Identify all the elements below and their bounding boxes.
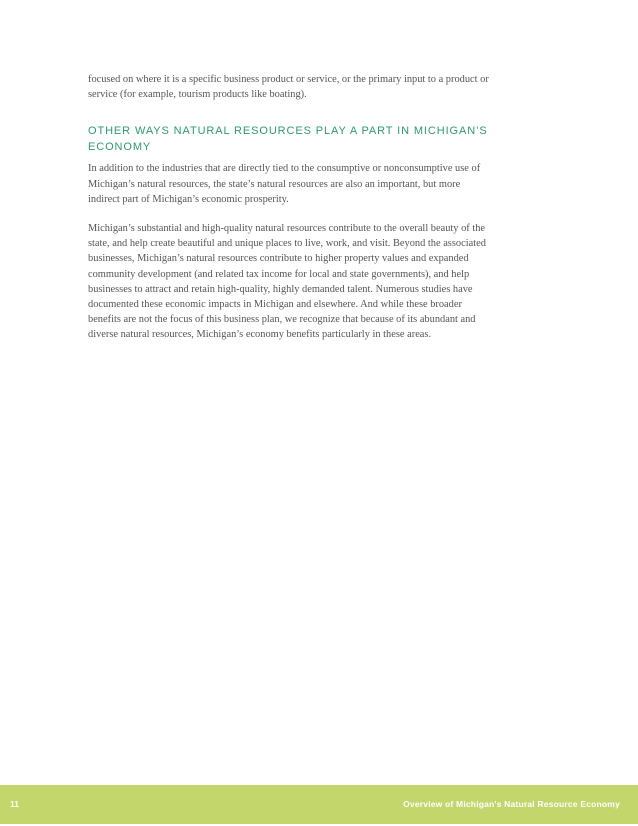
page-number: 11	[10, 799, 19, 809]
footer-title: Overview of Michigan's Natural Resource Economy	[403, 799, 620, 809]
section-paragraph-1: In addition to the industries that are directly tied to the consumptive or nonconsumptive use of Michigan’s natural resources, the state’s natural resources are also an important, but more indirect part of Michigan’s economic prosperity.	[88, 163, 481, 205]
footer-bar	[0, 785, 638, 824]
section-paragraph-2: Michigan’s substantial and high-quality natural resources contribute to the overall beauty of the state, and help create beautiful and unique places to live, work, and visit. Beyond the associated businesses, Michigan’s natural resources contribute to higher property values and expanded community development (and related tax income for local and state governments), and help businesses to attract and retain high-quality, highly demanded talent. Numerous studies have documented these economic impacts in Michigan and elsewhere. And while these broader benefits are not the focus of this business plan, we recognize that because of its abundant and diverse natural resources, Michigan’s economy benefits particularly in these areas.	[88, 223, 486, 341]
section-heading: OTHER WAYS NATURAL RESOURCES PLAY A PART IN MICHIGAN’S ECONOMY	[88, 125, 488, 154]
page-content	[88, 72, 528, 343]
intro-paragraph: focused on where it is a specific business product or service, or the primary input to a product or service (for example, tourism products like boating).	[88, 74, 489, 101]
